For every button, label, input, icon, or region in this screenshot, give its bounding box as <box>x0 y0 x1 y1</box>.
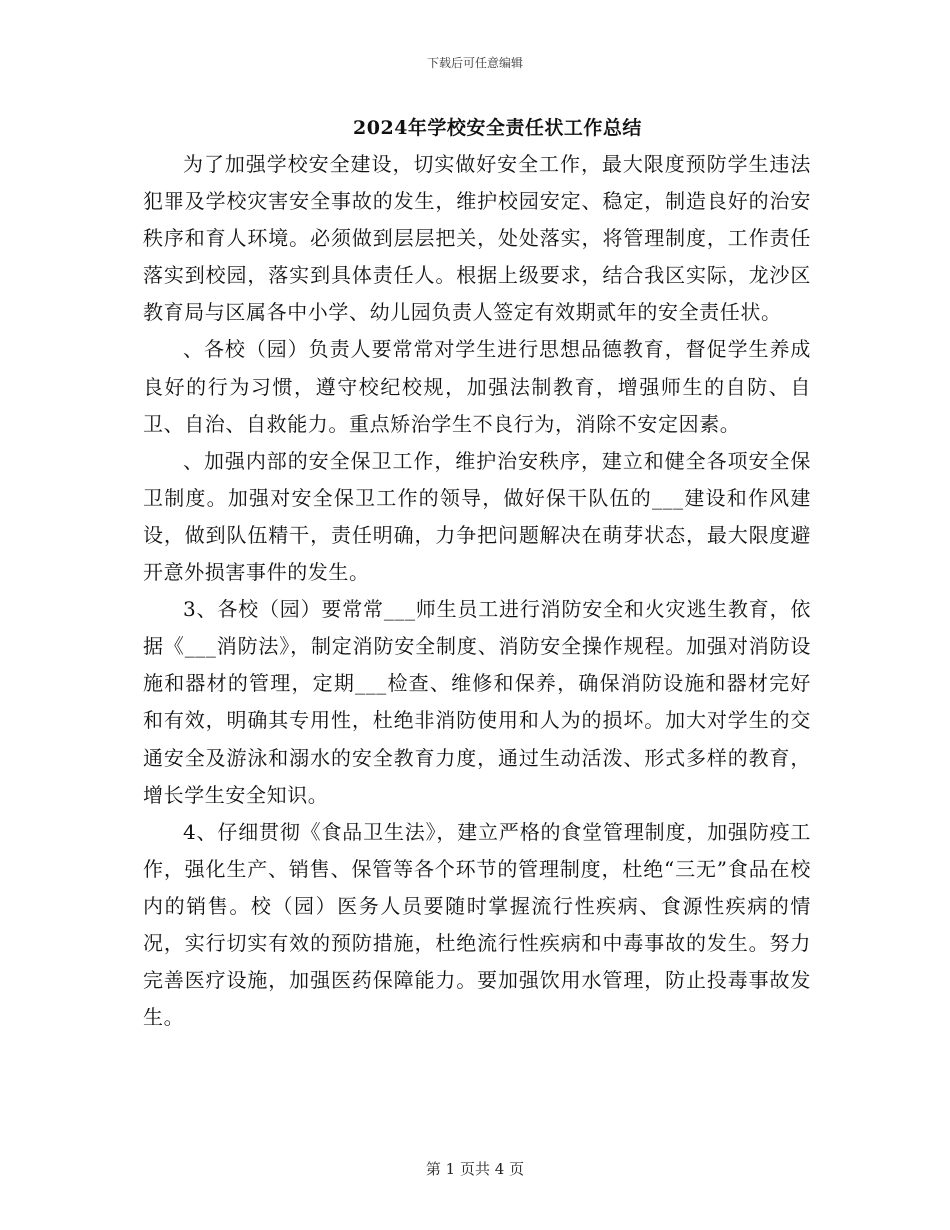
page-number: 第 1 页共 4 页 <box>425 1160 525 1178</box>
document-title: 2024年学校安全责任状工作总结 <box>353 117 642 139</box>
paragraph-fire-safety: 3、各校（园）要常常___师生员工进行消防安全和火灾逃生教育，依据《___消防法》，制定消防安全制度、消防安全操作规程。加强对消防设施和器材的管理，定期___检查、维修和保养，确保消防设施和器材完好和有效，明确其专用性，杜绝非消防使用和人为的损坏。加大对学生的交通安全及游泳和溺水的安全教育力度，通过生动活泼、形式多样的教育，增长学生安全知识。 <box>143 597 811 807</box>
paragraph-moral-education: 、各校（园）负责人要常常对学生进行思想品德教育，督促学生养成良好的行为习惯，遵守校纪校规，加强法制教育，增强师生的自防、自卫、自治、自救能力。重点矫治学生不良行为，消除不安定因素。 <box>143 337 811 436</box>
page-header-note: 下载后可任意编辑 <box>426 56 523 70</box>
paragraph-food-hygiene: 4、仔细贯彻《食品卫生法》，建立严格的食堂管理制度，加强防疫工作，强化生产、销售、保管等各个环节的管理制度，杜绝“三无”食品在校内的销售。校（园）医务人员要随时掌握流行性疾病、食源性疾病的情况，实行切实有效的预防措施，杜绝流行性疾病和中毒事故的发生。努力完善医疗设施，加强医药保障能力。要加强饮用水管理，防止投毒事故发生。 <box>143 819 811 1030</box>
document-body <box>143 146 811 1036</box>
paragraph-intro: 为了加强学校安全建设，切实做好安全工作，最大限度预防学生违法犯罪及学校灾害安全事故的发生，维护校园安定、稳定，制造良好的治安秩序和育人环境。必须做到层层把关，处处落实，将管理制度，工作责任落实到校园，落实到具体责任人。根据上级要求，结合我区实际，龙沙区教育局与区属各中小学、幼儿园负责人签定有效期贰年的安全责任状。 <box>143 152 811 325</box>
paragraph-security: 、加强内部的安全保卫工作，维护治安秩序，建立和健全各项安全保卫制度。加强对安全保卫工作的领导，做好保干队伍的___建设和作风建设，做到队伍精干，责任明确，力争把问题解决在萌芽状态，最大限度避开意外损害事件的发生。 <box>143 448 811 585</box>
